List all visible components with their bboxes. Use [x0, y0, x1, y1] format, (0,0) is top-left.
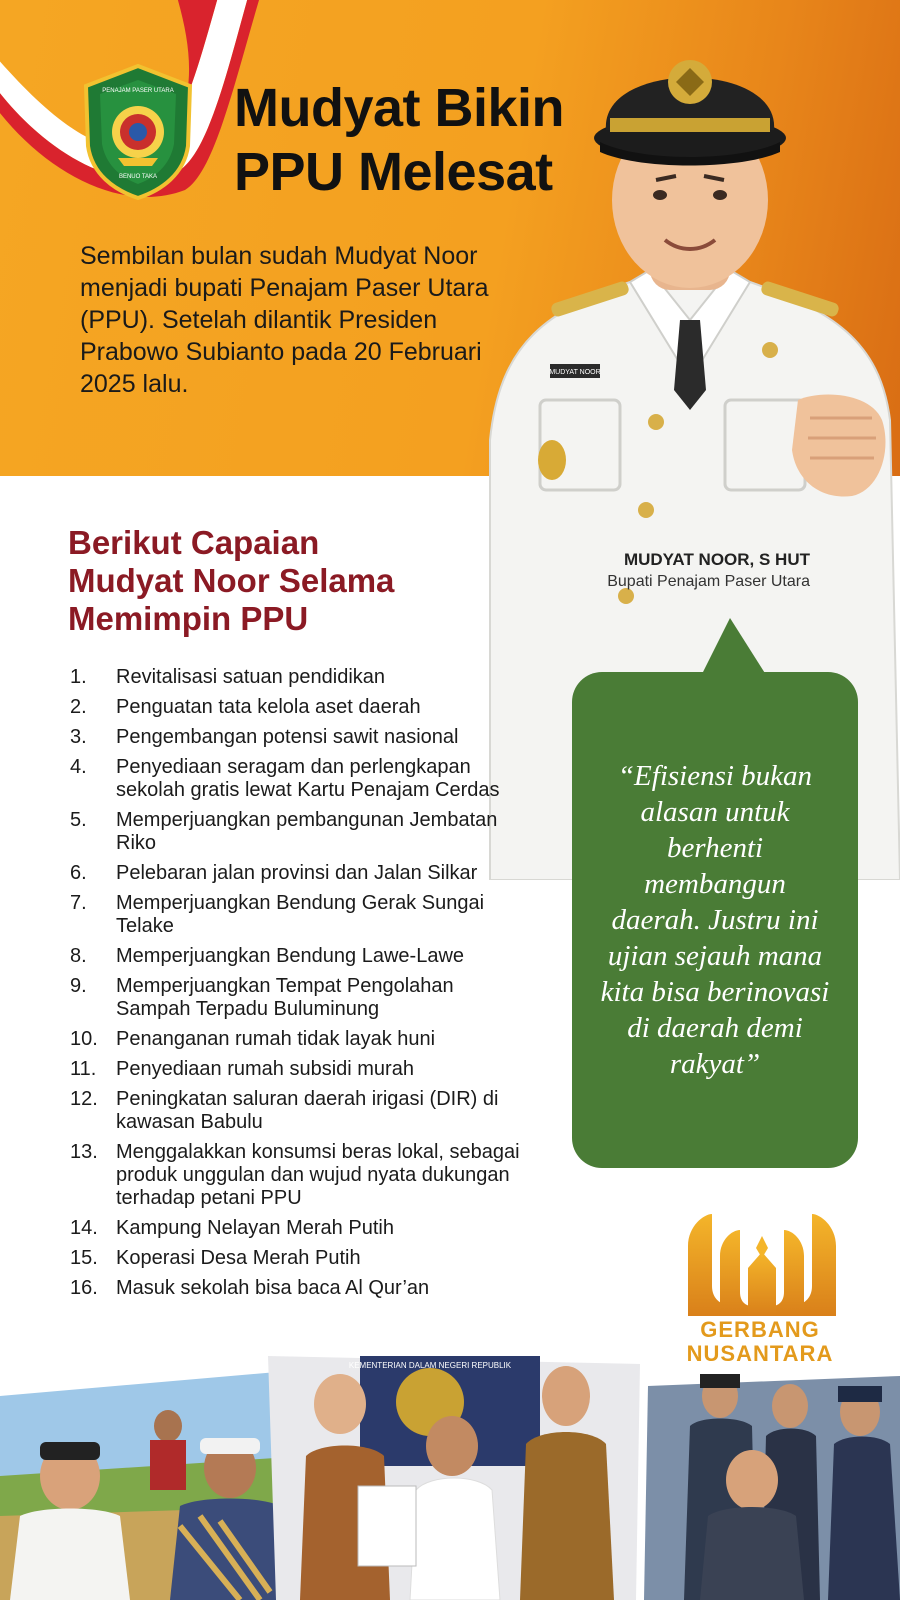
item-number: 4.	[70, 756, 87, 778]
list-item	[70, 756, 530, 802]
item-text: Peningkatan saluran daerah irigasi (DIR) di kawasan Babulu	[116, 1088, 499, 1133]
photo-ministry-visit	[268, 1356, 640, 1600]
title-line-1: Mudyat Bikin	[234, 78, 565, 138]
intro-paragraph: Sembilan bulan sudah Mudyat Noor menjadi bupati Penajam Paser Utara (PPU). Setelah dilantik Presiden Prabowo Subianto pada 20 Februari 2025 lalu.	[80, 242, 489, 398]
item-text: Menggalakkan konsumsi beras lokal, sebagai produk unggulan dan wujud nyata dukungan terhadap petani PPU	[116, 1141, 520, 1209]
list-item	[70, 1141, 530, 1210]
list-item	[70, 809, 530, 855]
list-item	[70, 1247, 530, 1270]
item-text: Penguatan tata kelola aset daerah	[116, 696, 421, 718]
list-item	[70, 1277, 530, 1300]
item-number: 6.	[70, 862, 87, 884]
title-line-2: PPU Melesat	[234, 142, 553, 202]
gerbang-nusantara-logo-icon	[682, 1206, 842, 1326]
caption-name: MUDYAT NOOR, S HUT	[623, 550, 810, 569]
item-number: 5.	[70, 809, 87, 831]
caption-role: Bupati Penajam Paser Utara	[607, 573, 810, 590]
list-item	[70, 892, 530, 938]
crest-bottom-text: BENUO TAKA	[118, 174, 158, 180]
achievements-heading-line-2: Mudyat Noor Selama	[68, 562, 395, 599]
item-number: 16.	[70, 1277, 98, 1299]
item-text: Memperjuangkan Bendung Gerak Sungai Telake	[116, 892, 485, 937]
regency-crest-icon	[78, 62, 198, 202]
achievements-heading	[68, 524, 488, 638]
list-item	[70, 1217, 530, 1240]
item-number: 13.	[70, 1141, 98, 1163]
item-number: 15.	[70, 1247, 98, 1269]
list-item	[70, 975, 530, 1021]
item-text: Masuk sekolah bisa baca Al Qur’an	[116, 1277, 430, 1299]
quote-bubble	[572, 672, 858, 1168]
item-number: 1.	[70, 666, 87, 688]
photo-rice-harvest	[0, 1370, 310, 1600]
list-item	[70, 945, 530, 968]
quote-text: “Efisiensi bukan alasan untuk berhenti membangun daerah. Justru ini ujian sejauh mana kita bisa berinovasi di daerah demi rakyat”	[600, 760, 830, 1080]
item-number: 10.	[70, 1028, 98, 1050]
item-text: Memperjuangkan pembangunan Jembatan Riko	[116, 809, 498, 854]
item-text: Memperjuangkan Tempat Pengolahan Sampah Terpadu Buluminung	[116, 975, 454, 1020]
list-item	[70, 696, 530, 719]
list-item	[70, 1028, 530, 1051]
item-number: 3.	[70, 726, 87, 748]
list-item	[70, 666, 530, 689]
item-number: 7.	[70, 892, 87, 914]
logo-line-1: GERBANG	[700, 1317, 820, 1342]
item-number: 14.	[70, 1217, 98, 1239]
achievement-list	[70, 666, 530, 1307]
item-text: Penyediaan seragam dan perlengkapan sekolah gratis lewat Kartu Penajam Cerdas	[116, 756, 500, 801]
list-item	[70, 1088, 530, 1134]
item-text: Penanganan rumah tidak layak huni	[116, 1028, 436, 1050]
activity-photo-strip	[0, 1356, 900, 1600]
item-text: Pelebaran jalan provinsi dan Jalan Silkar	[116, 862, 478, 884]
uniform-name-tag: MUDYAT NOOR	[549, 369, 601, 376]
item-number: 2.	[70, 696, 87, 718]
item-text: Kampung Nelayan Merah Putih	[116, 1217, 394, 1239]
achievements-heading-line-3: Memimpin PPU	[68, 600, 309, 637]
photo-officials-ceremony	[644, 1374, 900, 1600]
list-item	[70, 1058, 530, 1081]
list-item	[70, 726, 530, 749]
item-text: Penyediaan rumah subsidi murah	[116, 1058, 414, 1080]
item-text: Revitalisasi satuan pendidikan	[116, 666, 386, 688]
achievements-heading-line-1: Berikut Capaian	[68, 524, 320, 561]
item-number: 8.	[70, 945, 87, 967]
speech-bubble-tail	[700, 618, 770, 678]
item-number: 9.	[70, 975, 87, 997]
logo-line-2: NUSANTARA	[686, 1341, 834, 1366]
item-number: 12.	[70, 1088, 98, 1110]
list-item	[70, 862, 530, 885]
item-text: Memperjuangkan Bendung Lawe-Lawe	[116, 945, 465, 967]
crest-top-text: PENAJAM PASER UTARA	[102, 88, 174, 94]
item-text: Pengembangan potensi sawit nasional	[116, 726, 459, 748]
item-text: Koperasi Desa Merah Putih	[116, 1247, 361, 1269]
portrait-caption	[607, 550, 810, 591]
item-number: 11.	[70, 1058, 97, 1080]
photo-banner-text: KEMENTERIAN DALAM NEGERI REPUBLIK	[348, 1361, 512, 1370]
